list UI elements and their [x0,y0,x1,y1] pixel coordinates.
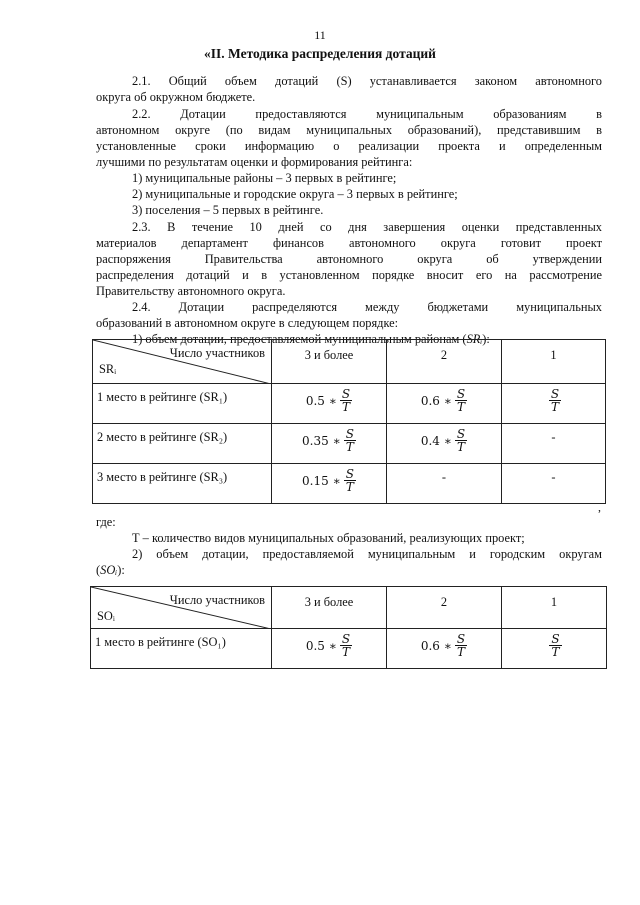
col-header: 3 и более [272,587,387,629]
row-label: 2 место в рейтинге (SR₂) [93,424,272,464]
p23-line5: Правительству автономного округа. [96,284,286,298]
col-header: 3 и более [272,340,387,384]
table-sr-header-corner [93,340,272,384]
where-label: где: [96,515,116,529]
table-row [91,629,607,669]
cell-formula: S T [502,384,606,424]
p24-line1: 2.4. Дотации распределяются между бюджетами муниципальных [132,300,602,314]
col-header: 2 [387,340,502,384]
item2-line2: (SOᵢ): [96,563,125,577]
p23-line3: распоряжения Правительства автономного округа об утверждении [96,252,602,266]
header-participants: Число участников [169,346,265,360]
cell-dash: - [387,464,502,504]
list-item-3: 3) поселения – 5 первых в рейтинге. [132,203,324,217]
header-so: SOᵢ [97,609,115,623]
page-number: 11 [314,28,326,42]
p23-line4: распределения дотаций и в установленном порядке вносит его на рассмотрение [96,268,602,282]
cell-formula: S T [502,629,607,669]
item1-heading: 1) объем дотации, предоставляемой муниципальным районам (SRᵢ): [132,332,490,346]
table-so-header-corner [91,587,272,629]
row-label: 3 место в рейтинге (SR₃) [93,464,272,504]
cell-dash: - [502,424,606,464]
t-definition: Т – количество видов муниципальных образований, реализующих проект; [132,531,525,545]
table-row [93,384,606,424]
p21-line1: 2.1. Общий объем дотаций (S) устанавливается законом автономного [132,74,602,88]
p22-line3: установленные сроки информацию о реализации проекта и определенным [96,139,602,153]
cell-formula: 0.6 ∗ S T [387,384,502,424]
table-row [93,424,606,464]
table-so [90,586,607,669]
row-label: 1 место в рейтинге (SR₁) [93,384,272,424]
p23-line1: 2.3. В течение 10 дней со дня завершения оценки представленных [132,220,602,234]
p22-line4: лучшими по результатам оценки и формирования рейтинга: [96,155,413,169]
cell-formula: 0.35 ∗ S T [272,424,387,464]
item2-line1: 2) объем дотации, предоставляемой муниципальным и городским округам [132,547,602,561]
col-header: 2 [387,587,502,629]
cell-formula: 0.15 ∗ S T [272,464,387,504]
p22-line1: 2.2. Дотации предоставляются муниципальным образованиям в [132,107,602,121]
list-item-1: 1) муниципальные районы – 3 первых в рейтинге; [132,171,397,185]
cell-formula: 0.5 ∗ S T [272,384,387,424]
col-header: 1 [502,340,606,384]
list-item-2: 2) муниципальные и городские округа – 3 первых в рейтинге; [132,187,458,201]
header-participants: Число участников [169,593,265,607]
table-comma: , [598,500,601,514]
col-header: 1 [502,587,607,629]
table-sr [92,339,606,504]
table-row [93,464,606,504]
cell-formula: 0.4 ∗ S T [387,424,502,464]
header-sr: SRᵢ [99,362,117,376]
p21-line2: округа об окружном бюджете. [96,90,256,104]
p22-line2: автономном округе (по видам муниципальных образований), представившим в [96,123,602,137]
row-label: 1 место в рейтинге (SO₁) [91,629,272,669]
p24-line2: образований в автономном округе в следующем порядке: [96,316,399,330]
cell-formula: 0.6 ∗ S T [387,629,502,669]
section-title: «II. Методика распределения дотаций [204,46,436,61]
cell-formula: 0.5 ∗ S T [272,629,387,669]
p23-line2: материалов департамент финансов автономного округа готовит проект [96,236,602,250]
cell-dash: - [502,464,606,504]
